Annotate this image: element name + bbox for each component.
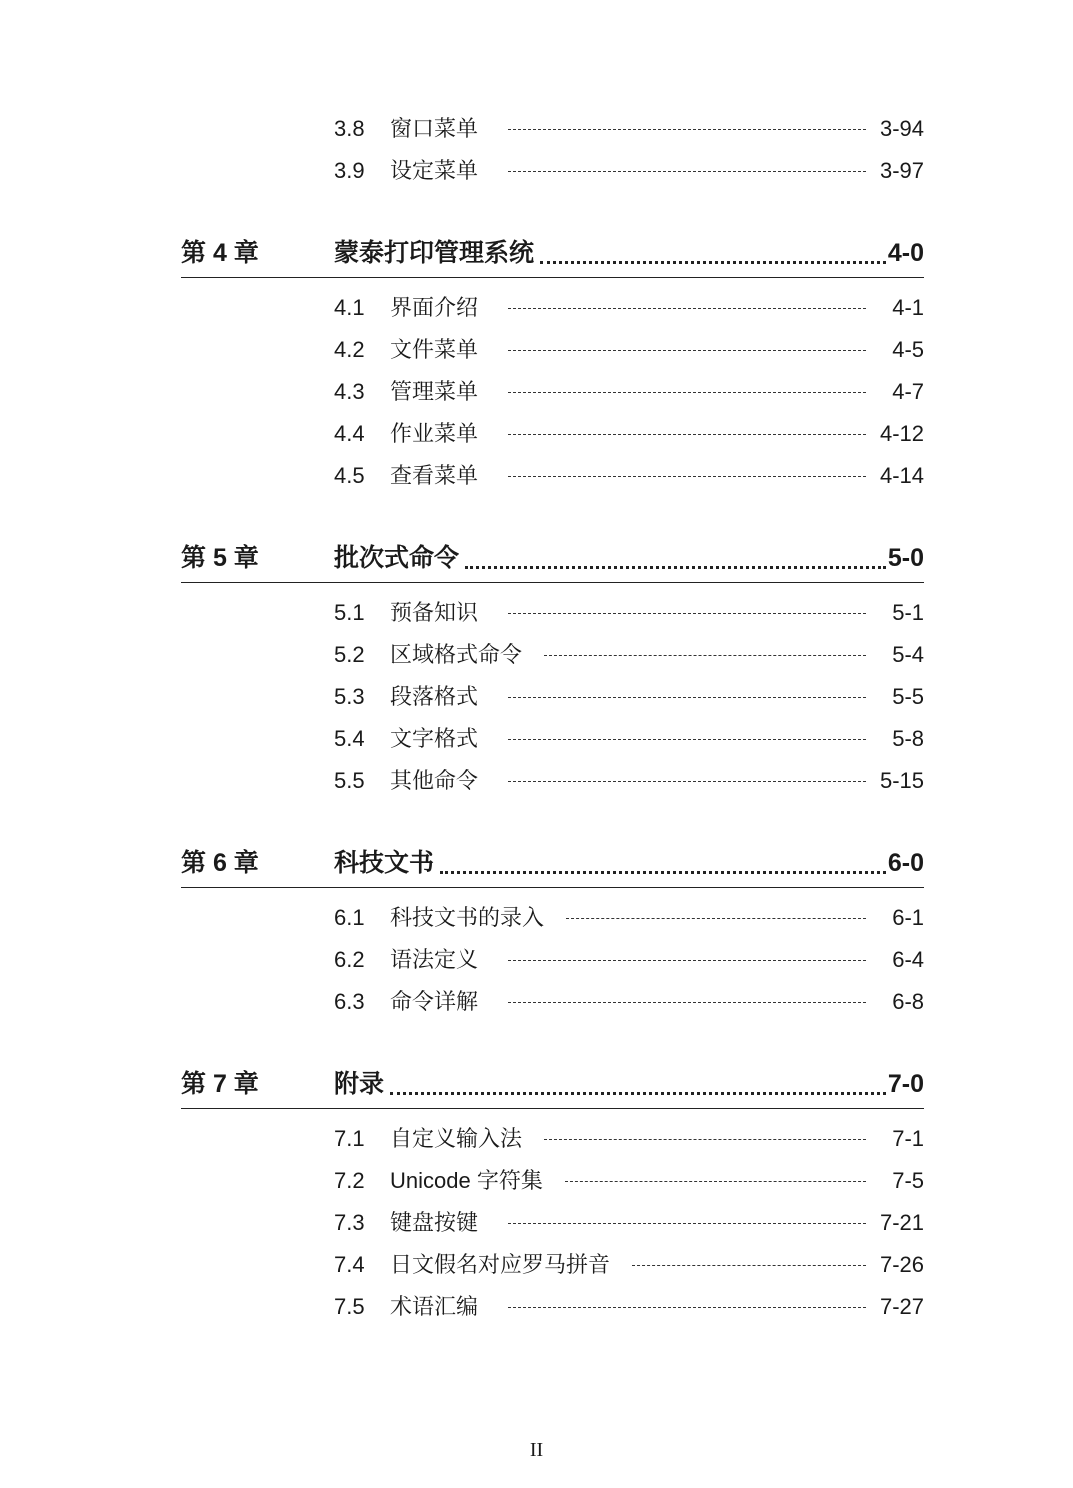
toc-entry[interactable] — [334, 943, 924, 977]
section-number: 7.1 — [334, 1126, 365, 1151]
section-title: 文字格式 — [390, 726, 479, 751]
section-title: 作业菜单 — [390, 421, 479, 446]
section-page-number: 7-21 — [879, 1210, 924, 1235]
section-page-number: 3-97 — [879, 158, 924, 183]
dot-leader — [440, 871, 886, 874]
chapter-label: 第 7 章 — [181, 1070, 259, 1098]
chapter-label: 第 6 章 — [181, 849, 259, 877]
section-number: 7.5 — [334, 1294, 365, 1319]
section-title: 其他命令 — [390, 768, 479, 793]
section-page-number: 4-14 — [879, 463, 924, 488]
section-page-number: 6-8 — [892, 989, 924, 1014]
dash-leader — [508, 350, 866, 351]
section-page-number: 6-1 — [892, 905, 924, 930]
toc-entry[interactable] — [334, 985, 924, 1019]
section-title: 段落格式 — [390, 684, 479, 709]
dash-leader — [508, 1307, 866, 1308]
dash-leader — [508, 739, 866, 740]
dash-leader — [544, 1139, 866, 1140]
section-page-number: 4-1 — [892, 295, 924, 320]
toc-entry[interactable] — [334, 459, 924, 493]
dash-leader — [632, 1265, 866, 1266]
section-number: 7.2 — [334, 1168, 365, 1193]
dash-leader — [508, 960, 866, 961]
dash-leader — [508, 392, 866, 393]
chapter-heading — [181, 843, 924, 883]
section-number: 6.3 — [334, 989, 365, 1014]
chapter-title: 附录 — [334, 1070, 385, 1098]
dash-leader — [544, 655, 866, 656]
dash-leader — [508, 697, 866, 698]
chapter-title: 批次式命令 — [334, 544, 460, 572]
toc-entry[interactable] — [334, 596, 924, 630]
section-number: 6.1 — [334, 905, 365, 930]
toc-entry[interactable] — [334, 680, 924, 714]
section-page-number: 4-12 — [879, 421, 924, 446]
section-title: 界面介绍 — [390, 295, 479, 320]
dash-leader — [508, 129, 866, 130]
dash-leader — [508, 613, 866, 614]
toc-entry[interactable] — [334, 375, 924, 409]
chapter-page-number: 6-0 — [887, 849, 924, 877]
toc-entry[interactable] — [334, 291, 924, 325]
section-title: 管理菜单 — [390, 379, 479, 404]
chapter-title: 蒙泰打印管理系统 — [334, 239, 535, 267]
section-page-number: 5-15 — [879, 768, 924, 793]
toc-entry[interactable] — [334, 764, 924, 798]
toc-entry[interactable] — [334, 333, 924, 367]
section-number: 5.1 — [334, 600, 365, 625]
section-number: 4.4 — [334, 421, 365, 446]
chapter-page-number: 7-0 — [887, 1070, 924, 1098]
section-number: 7.3 — [334, 1210, 365, 1235]
section-title: 区域格式命令 — [390, 642, 523, 667]
chapter-rule — [181, 887, 924, 888]
toc-entry[interactable] — [334, 901, 924, 935]
section-title: Unicode 字符集 — [390, 1168, 543, 1193]
chapter-heading — [181, 233, 924, 273]
section-page-number: 4-5 — [892, 337, 924, 362]
section-title: 科技文书的录入 — [390, 905, 545, 930]
section-title: 术语汇编 — [390, 1294, 479, 1319]
toc-entry[interactable] — [334, 722, 924, 756]
section-page-number: 5-8 — [892, 726, 924, 751]
section-title: 键盘按键 — [390, 1210, 479, 1235]
dot-leader — [465, 566, 886, 569]
dash-leader — [508, 308, 866, 309]
toc-entry[interactable] — [334, 417, 924, 451]
section-page-number: 7-26 — [879, 1252, 924, 1277]
section-title: 查看菜单 — [390, 463, 479, 488]
section-number: 3.8 — [334, 116, 365, 141]
section-page-number: 5-5 — [892, 684, 924, 709]
section-number: 7.4 — [334, 1252, 365, 1277]
toc-entry[interactable] — [334, 1164, 924, 1198]
section-number: 4.5 — [334, 463, 365, 488]
chapter-rule — [181, 1108, 924, 1109]
toc-entry[interactable] — [334, 638, 924, 672]
section-number: 3.9 — [334, 158, 365, 183]
section-title: 自定义输入法 — [390, 1126, 523, 1151]
chapter-heading — [181, 1064, 924, 1104]
section-page-number: 4-7 — [892, 379, 924, 404]
dash-leader — [508, 781, 866, 782]
chapter-page-number: 5-0 — [887, 544, 924, 572]
dot-leader — [390, 1092, 886, 1095]
section-number: 4.1 — [334, 295, 365, 320]
dash-leader — [508, 1002, 866, 1003]
dash-leader — [508, 171, 866, 172]
dash-leader — [566, 918, 866, 919]
section-title: 预备知识 — [390, 600, 479, 625]
chapter-heading — [181, 538, 924, 578]
section-page-number: 5-1 — [892, 600, 924, 625]
toc-entry[interactable] — [334, 154, 924, 188]
section-title: 文件菜单 — [390, 337, 479, 362]
dash-leader — [508, 1223, 866, 1224]
page-footer-number: II — [529, 1439, 544, 1461]
section-number: 5.2 — [334, 642, 365, 667]
chapter-label: 第 4 章 — [181, 239, 259, 267]
section-title: 日文假名对应罗马拼音 — [390, 1252, 611, 1277]
section-page-number: 5-4 — [892, 642, 924, 667]
section-number: 5.5 — [334, 768, 365, 793]
toc-entry[interactable] — [334, 1206, 924, 1240]
chapter-rule — [181, 582, 924, 583]
section-title: 设定菜单 — [390, 158, 479, 183]
chapter-title: 科技文书 — [334, 849, 435, 877]
section-page-number: 6-4 — [892, 947, 924, 972]
chapter-page-number: 4-0 — [887, 239, 924, 267]
section-number: 4.2 — [334, 337, 365, 362]
section-number: 5.3 — [334, 684, 365, 709]
section-page-number: 7-1 — [892, 1126, 924, 1151]
chapter-rule — [181, 277, 924, 278]
section-number: 5.4 — [334, 726, 365, 751]
toc-entry[interactable] — [334, 1290, 924, 1324]
dot-leader — [540, 261, 886, 264]
section-page-number: 7-27 — [879, 1294, 924, 1319]
toc-entry[interactable] — [334, 1248, 924, 1282]
toc-entry[interactable] — [334, 1122, 924, 1156]
dash-leader — [508, 434, 866, 435]
dash-leader — [565, 1181, 866, 1182]
section-title: 窗口菜单 — [390, 116, 479, 141]
section-title: 命令详解 — [390, 989, 479, 1014]
section-page-number: 3-94 — [879, 116, 924, 141]
section-number: 4.3 — [334, 379, 365, 404]
section-title: 语法定义 — [390, 947, 479, 972]
toc-entry[interactable] — [334, 112, 924, 146]
chapter-label: 第 5 章 — [181, 544, 259, 572]
section-number: 6.2 — [334, 947, 365, 972]
dash-leader — [508, 476, 866, 477]
section-page-number: 7-5 — [892, 1168, 924, 1193]
